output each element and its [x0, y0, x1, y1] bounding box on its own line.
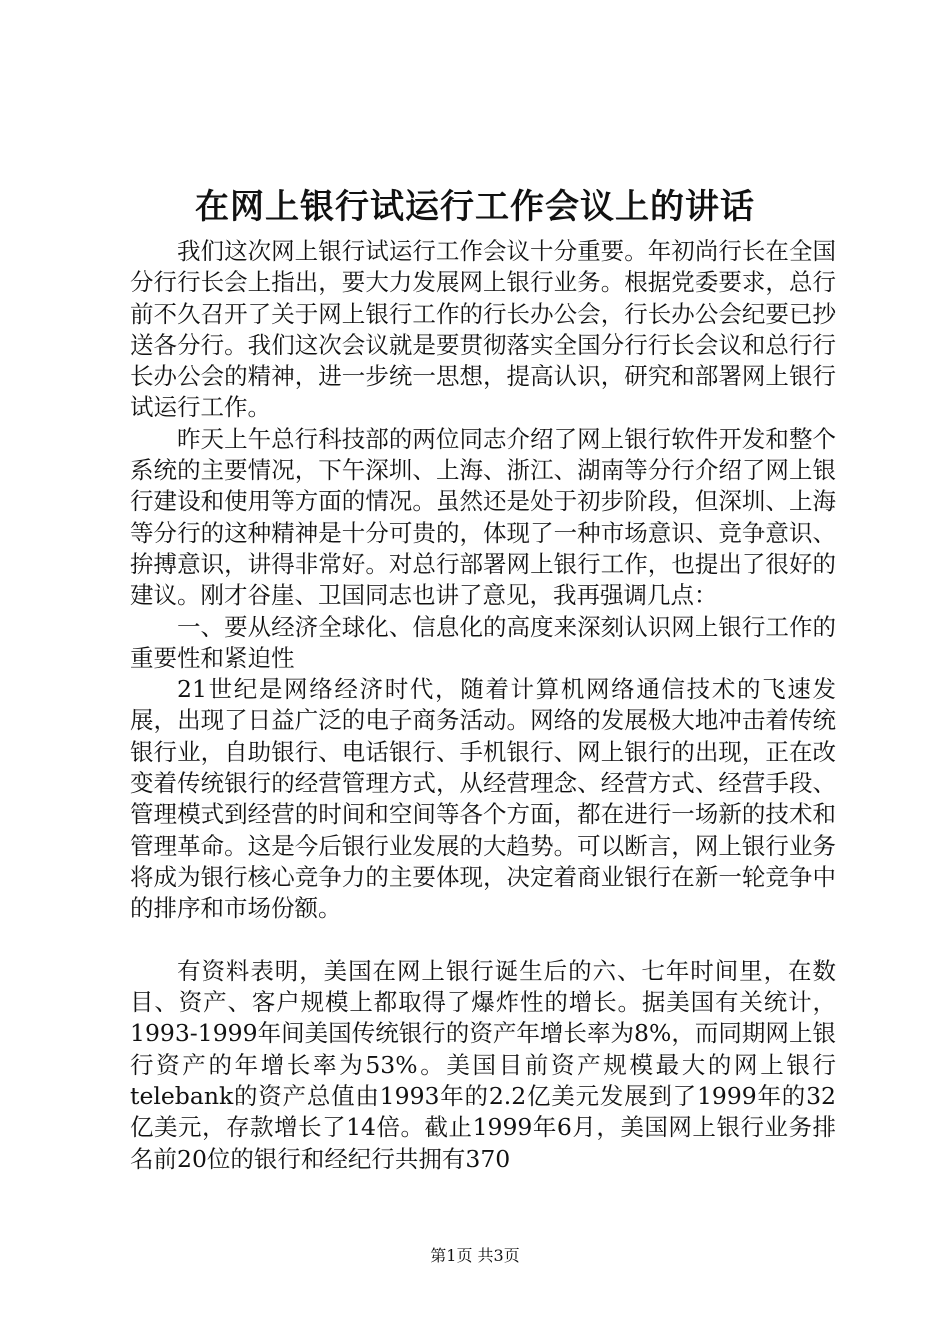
paragraph-us-statistics: 有资料表明，美国在网上银行诞生后的六、七年时间里，在数目、资产、客户规模上都取得了爆炸性的增长。据美国有关统计，1993-1999年间美国传统银行的资产年增长率为8%，而同期网上银行资产的年增长率为53%。美国目前资产规模最大的网上银行telebank的资产总值由1993年的2.2亿美元发展到了1999年的32亿美元，存款增长了14倍。截止1999年6月，美国网上银行业务排名前20位的银行和经纪行共拥有370 — [130, 956, 836, 1173]
section-heading-1: 一、要从经济全球化、信息化的高度来深刻认识网上银行工作的重要性和紧迫性 — [130, 612, 836, 672]
document-title: 在网上银行试运行工作会议上的讲话 — [195, 187, 755, 227]
paragraph-spacer — [130, 925, 836, 956]
paragraph-yesterday: 昨天上午总行科技部的两位同志介绍了网上银行软件开发和整个系统的主要情况，下午深圳、上海、浙江、湖南等分行介绍了网上银行建设和使用等方面的情况。虽然还是处于初步阶段，但深圳、上海等分行的这种精神是十分可贵的，体现了一种市场意识、竞争意识、拚搏意识，讲得非常好。对总行部署网上银行工作，也提出了很好的建议。刚才谷崖、卫国同志也讲了意见，我再强调几点： — [130, 424, 836, 610]
page-number-footer: 第1页 共3页 — [430, 1246, 520, 1265]
document-body — [130, 236, 836, 1175]
paragraph-opening: 我们这次网上银行试运行工作会议十分重要。年初尚行长在全国分行行长会上指出，要大力发展网上银行业务。根据党委要求，总行前不久召开了关于网上银行工作的行长办公会，行长办公会纪要已抄送各分行。我们这次会议就是要贯彻落实全国分行行长会议和总行行长办公会的精神，进一步统一思想，提高认识，研究和部署网上银行试运行工作。 — [130, 237, 836, 422]
paragraph-21st-century: 21世纪是网络经济时代，随着计算机网络通信技术的飞速发展，出现了日益广泛的电子商务活动。网络的发展极大地冲击着传统银行业，自助银行、电话银行、手机银行、网上银行的出现，正在改变着传统银行的经营管理方式，从经营理念、经营方式、经营手段、管理模式到经营的时间和空间等各个方面，都在进行一场新的技术和管理革命。这是今后银行业发展的大趋势。可以断言，网上银行业务将成为银行核心竞争力的主要体现，决定着商业银行在新一轮竞争中的排序和市场份额。 — [130, 675, 836, 923]
